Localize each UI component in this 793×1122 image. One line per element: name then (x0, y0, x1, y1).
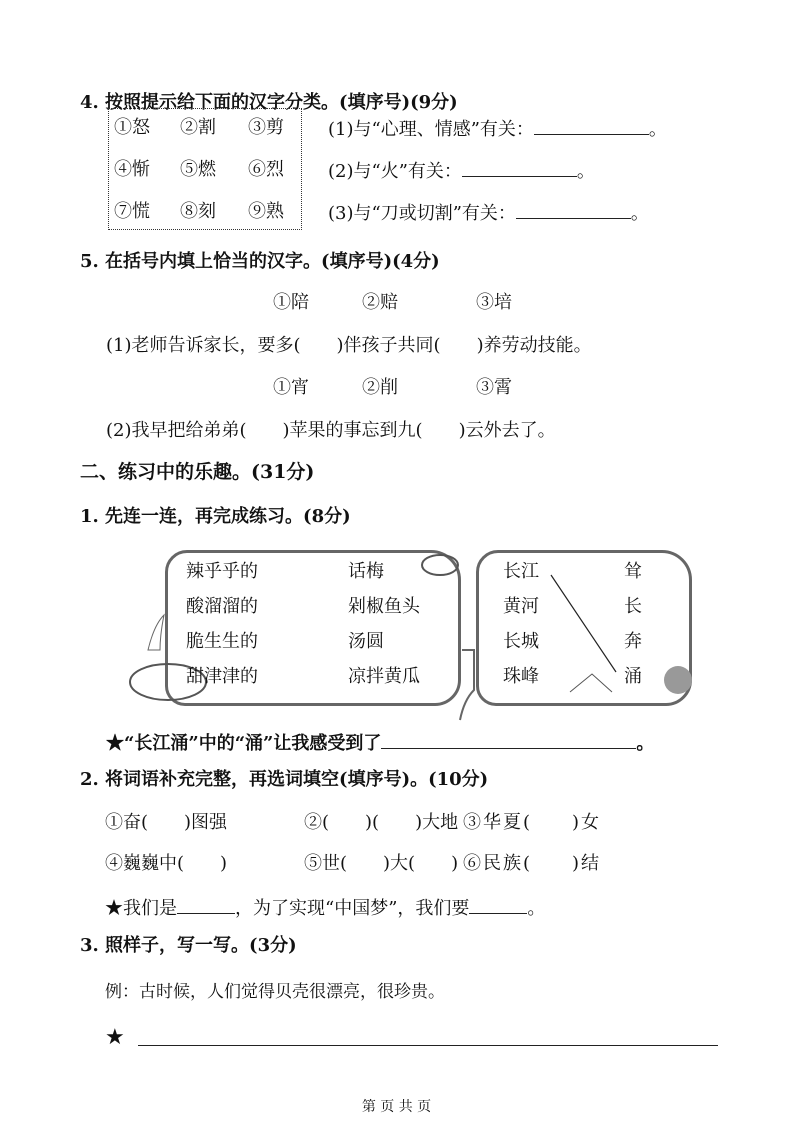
q5-sentence-1: (1)老师告诉家长，要多( )伴孩子共同( )养劳动技能。 (106, 335, 592, 356)
char-3: ③剪 (248, 117, 284, 138)
option: ③霄 (476, 377, 512, 398)
cloud-icon (664, 666, 692, 694)
p2-star-a: ★我们是 (105, 898, 177, 919)
q5-sentence-2: (2)我早把给弟弟( )苹果的事忘到九( )云外去了。 (106, 420, 556, 441)
char-7: ⑦慌 (114, 201, 150, 222)
option: ①陪 (273, 292, 309, 313)
answer-blank[interactable] (177, 895, 235, 914)
pepper-icon (148, 615, 164, 650)
q5-title: 5. 在括号内填上恰当的汉字。(填序号)(4分) (80, 251, 440, 272)
star-icon: ★ (105, 1025, 125, 1050)
match-word[interactable]: 凉拌黄瓜 (348, 666, 420, 687)
p3-title: 3. 照样子，写一写。(3分) (80, 935, 297, 956)
char-8: ⑧刻 (180, 201, 216, 222)
page-footer: 第 页 共 页 (361, 1099, 432, 1115)
match-word[interactable]: 长江 (503, 561, 539, 582)
option: ②赔 (362, 292, 398, 313)
match-word[interactable]: 酸溜溜的 (186, 596, 258, 617)
char-5: ⑤燃 (180, 159, 216, 180)
option: ③培 (476, 292, 512, 313)
char-6: ⑥烈 (248, 159, 284, 180)
great-wall-icon (460, 650, 474, 720)
match-word[interactable]: 奔 (624, 631, 642, 652)
idiom: ③华夏( )女 (463, 812, 602, 833)
answer-line[interactable] (138, 1045, 718, 1046)
period: 。 (636, 733, 655, 754)
option: ②削 (362, 377, 398, 398)
char-4: ④惭 (114, 159, 150, 180)
char-9: ⑨熟 (248, 201, 284, 222)
p1-title: 1. 先连一连，再完成练习。(8分) (80, 506, 351, 527)
answer-blank[interactable] (469, 895, 527, 914)
mountain-icon (570, 674, 612, 692)
option: ①宵 (273, 377, 309, 398)
idiom: ①奋( )图强 (105, 812, 228, 833)
period: 。 (648, 119, 667, 140)
match-word[interactable]: 耸 (624, 561, 642, 582)
example-sentence: 例：古时候，人们觉得贝壳很漂亮，很珍贵。 (105, 982, 445, 1002)
idiom: ④巍巍中( ) (105, 853, 228, 874)
period: 。 (576, 161, 595, 182)
period: 。 (527, 898, 546, 919)
prompt-2: (2)与“火”有关： (328, 161, 462, 182)
match-word[interactable]: 珠峰 (503, 666, 539, 687)
match-word[interactable]: 涌 (624, 666, 642, 687)
match-word[interactable]: 话梅 (348, 561, 384, 582)
match-word[interactable]: 脆生生的 (186, 631, 258, 652)
period: 。 (630, 203, 649, 224)
match-word[interactable]: 剁椒鱼头 (348, 596, 420, 617)
match-word[interactable]: 长城 (503, 631, 539, 652)
idiom: ⑥民族( )结 (463, 853, 602, 874)
section-heading: 二、练习中的乐趣。(31分) (80, 461, 315, 483)
match-line[interactable] (551, 575, 616, 672)
prompt-1: (1)与“心理、情感”有关： (328, 119, 534, 140)
bowl-icon (422, 555, 458, 575)
char-2: ②割 (180, 117, 216, 138)
p2-title: 2. 将词语补充完整，再选词填空(填序号)。(10分) (80, 769, 489, 790)
match-word[interactable]: 黄河 (503, 596, 539, 617)
p1-star-prompt: ★“长江涌”中的“涌”让我感受到了 (106, 733, 382, 754)
idiom: ②( )( )大地 (304, 812, 459, 833)
match-word[interactable]: 辣乎乎的 (186, 561, 258, 582)
match-word[interactable]: 长 (624, 596, 642, 617)
match-word[interactable]: 汤圆 (348, 631, 384, 652)
idiom: ⑤世( )大( ) (304, 853, 459, 874)
p2-star-b: ，为了实现“中国梦”，我们要 (235, 898, 470, 919)
q4-title: 4. 按照提示给下面的汉字分类。(填序号)(9分) (80, 92, 458, 113)
answer-blank[interactable] (381, 730, 636, 749)
match-word[interactable]: 甜津津的 (186, 666, 258, 687)
prompt-3: (3)与“刀或切割”有关： (328, 203, 516, 224)
char-1: ①怒 (114, 117, 150, 138)
